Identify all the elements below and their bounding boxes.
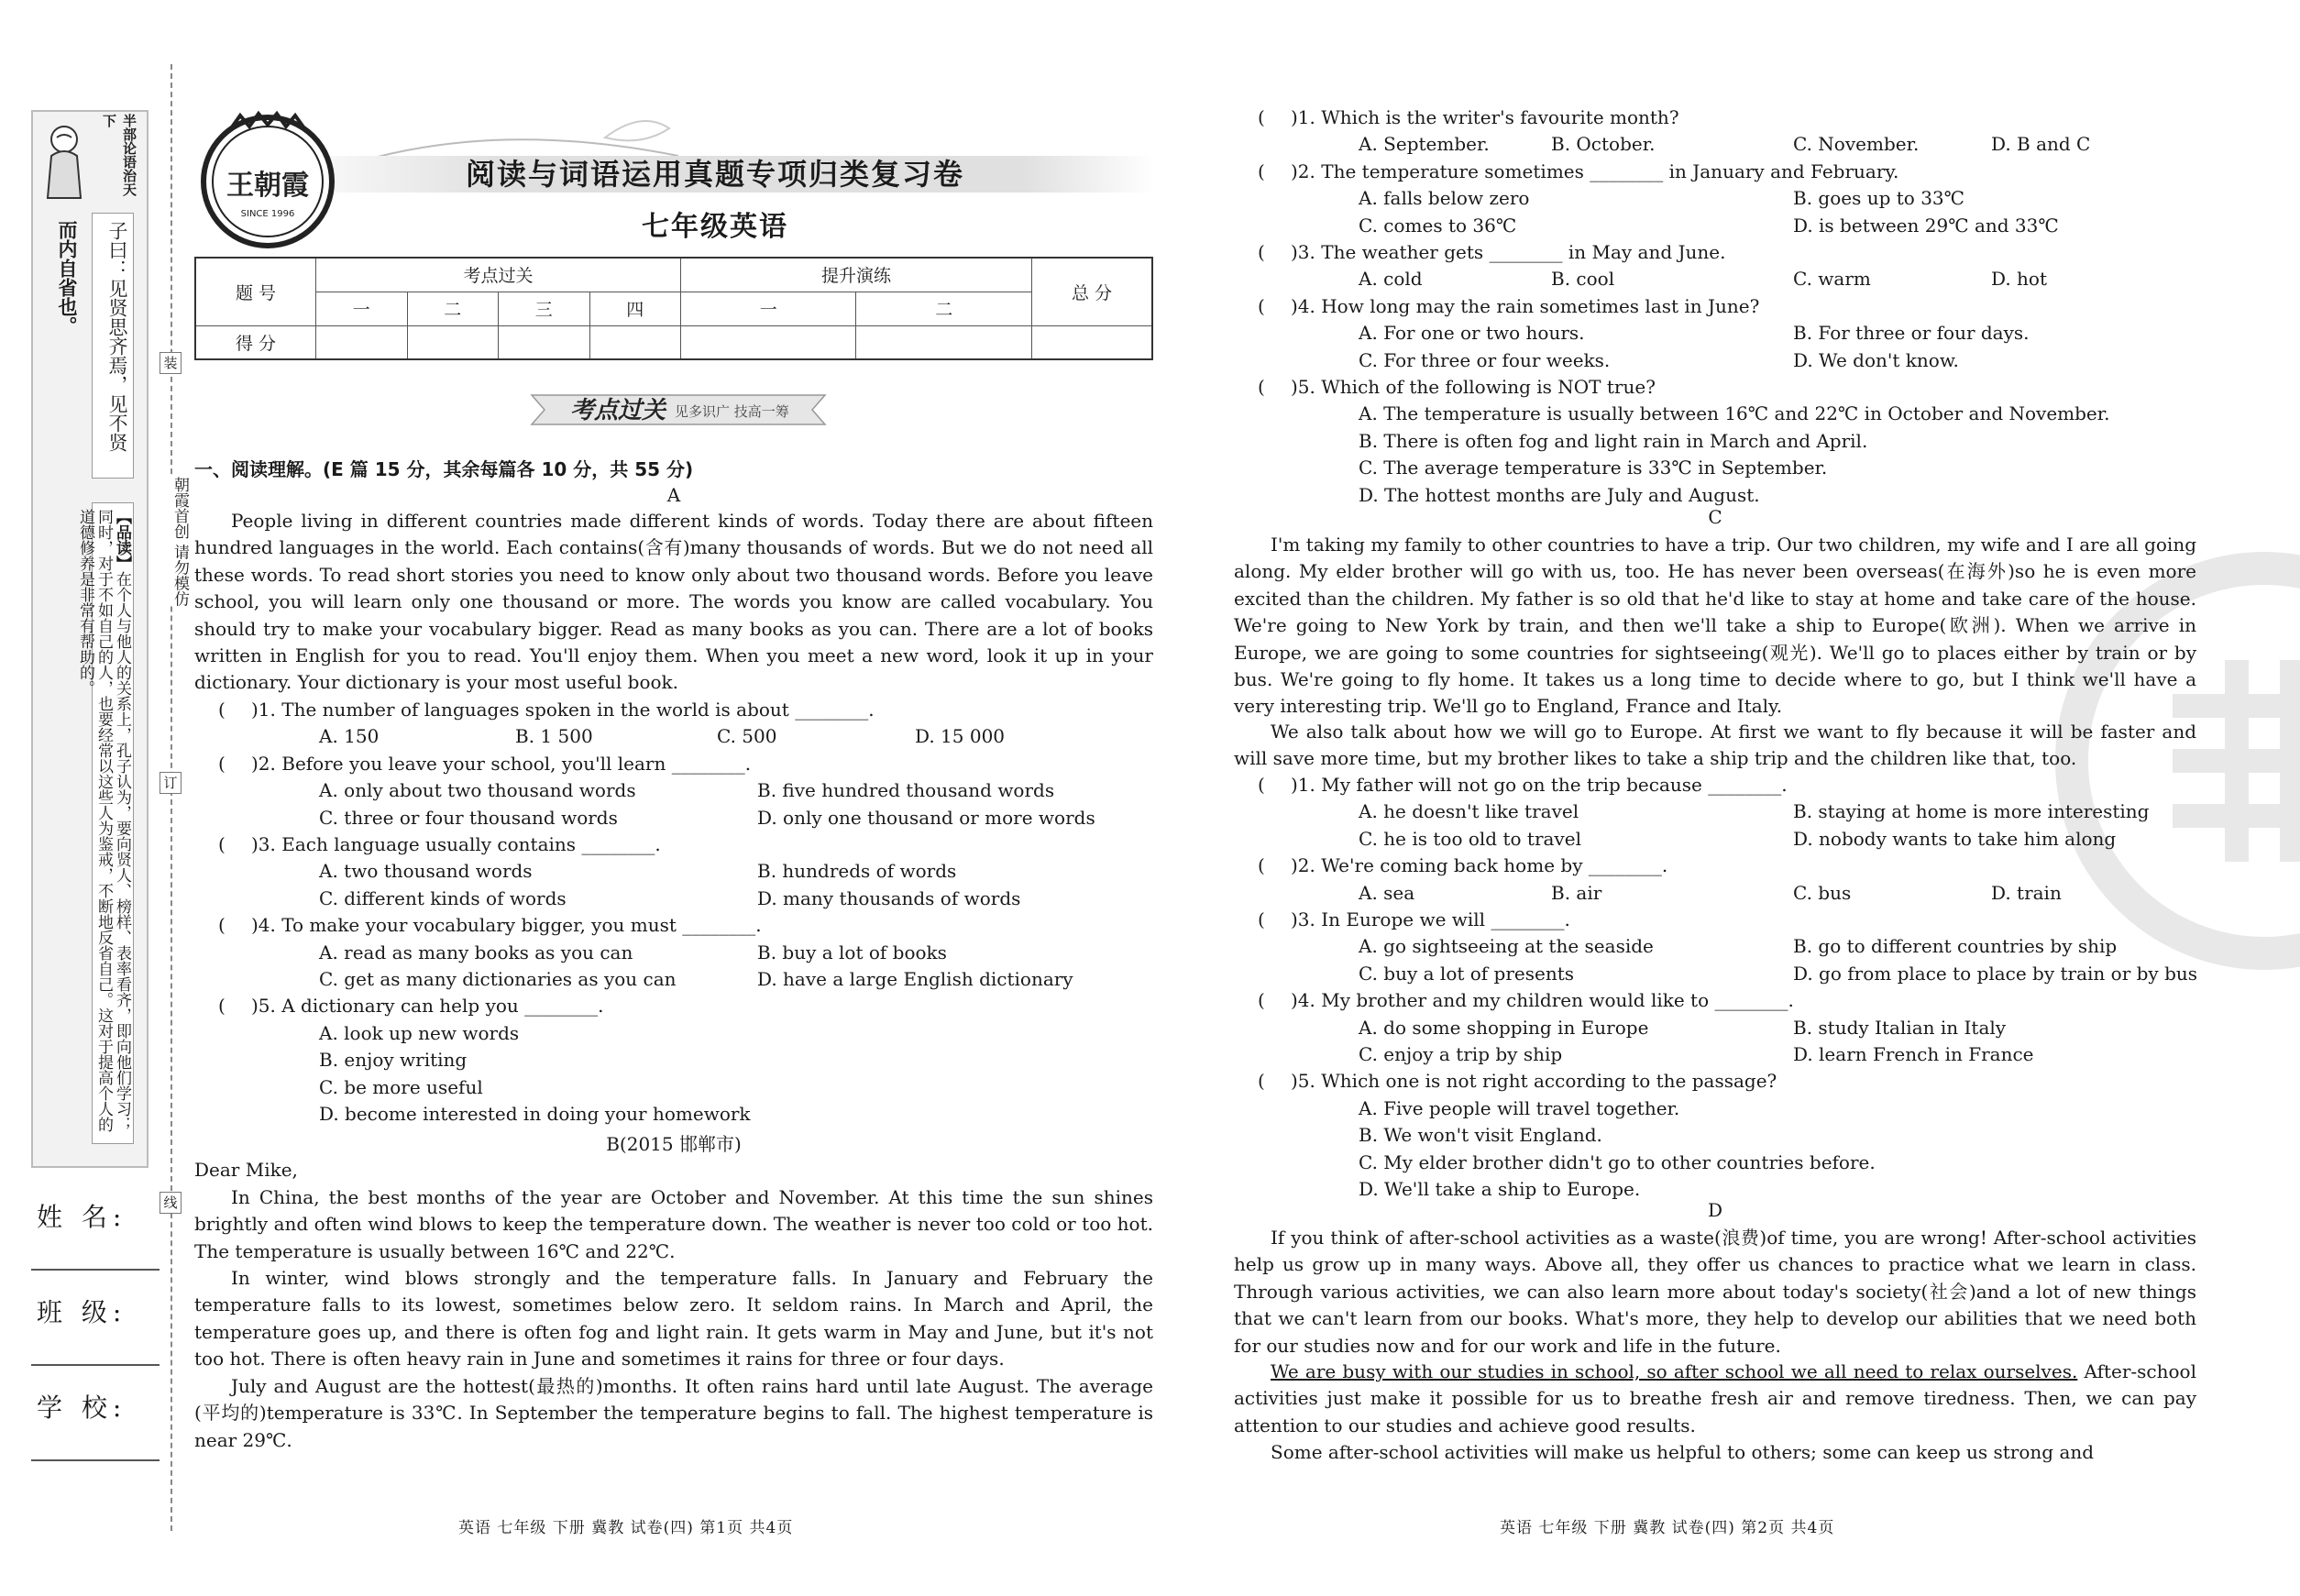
answer-blank[interactable]: ( xyxy=(1258,376,1265,398)
section1.C-q5-option[interactable]: B. We won't visit England. xyxy=(1359,1124,1602,1147)
ribbon-sub: 见多识广 技高一筹 xyxy=(675,403,789,420)
section1.A-q4-option[interactable]: B. buy a lot of books xyxy=(757,941,947,963)
answer-blank[interactable]: ( xyxy=(218,699,226,721)
section1.A-q2-option[interactable]: C. three or four thousand words xyxy=(319,806,618,829)
section1.C-q1-option[interactable]: C. he is too old to travel xyxy=(1359,827,1581,850)
section1.C-q5-option[interactable]: C. My elder brother didn't go to other countries before. xyxy=(1359,1150,1876,1173)
section1.B-question-2: )2. The temperature sometimes ________ in January and February. xyxy=(1291,160,1899,182)
ribbon-main: 考点过关 xyxy=(570,397,666,424)
section1.C-question-2: )2. We're coming back home by ________. xyxy=(1291,854,1668,877)
section1.C-q1-option[interactable]: D. nobody wants to take him along xyxy=(1793,827,2117,850)
section1.A-question-5: )5. A dictionary can help you ________. xyxy=(251,995,604,1018)
pindu-commentary xyxy=(76,502,134,1144)
section1.B-q5-option[interactable]: C. The average temperature is 33℃ in September. xyxy=(1359,457,1828,479)
passage-b-para-3: July and August are the hottest(最热的)months. It often rains hard until late August. The average (平均的)temperature is 33℃. In September the temperature begins to fall. The highest temperature is near 29℃. xyxy=(194,1375,1153,1451)
answer-blank[interactable]: ( xyxy=(1258,908,1265,930)
section1.A-q5-option[interactable]: D. become interested in doing your homework xyxy=(319,1103,751,1125)
section1.C-q2-option[interactable]: C. bus xyxy=(1793,881,1852,904)
binding-mark: 线 xyxy=(160,1192,182,1214)
section1.B-q4-option[interactable]: A. For one or two hours. xyxy=(1359,322,1585,345)
score-col: 三 xyxy=(499,292,590,325)
section1.A-question-4: )4. To make your vocabulary bigger, you must ________. xyxy=(251,914,762,937)
section1.B-q4-option[interactable]: B. For three or four days. xyxy=(1793,322,2030,345)
score-total-header: 总 分 xyxy=(1032,258,1153,325)
section1.A-q3-option[interactable]: B. hundreds of words xyxy=(757,860,957,883)
score-cell[interactable] xyxy=(499,325,590,359)
pindu-text: 在个人与他人的关系上，孔子认为，要向贤人、榜样、表率看齐，即向他们学习；同时，对于不如自己的人，也要经常以这些人为鉴戒，不断地反省自己。这对于提高个人的道德修养是非常有帮助的。 xyxy=(76,509,131,1132)
section1.A-q4-option[interactable]: A. read as many books as you can xyxy=(319,941,633,963)
score-group-1: 考点过关 xyxy=(316,258,681,292)
side-motto-line-1: 半部论语 xyxy=(121,114,138,169)
answer-blank[interactable]: ( xyxy=(1258,241,1265,263)
confucius-quote-tail: 而内自省也。 xyxy=(56,220,79,336)
section1.A-q4-option[interactable]: D. have a large English dictionary xyxy=(757,968,1073,990)
section1.B-q3-option[interactable]: B. cool xyxy=(1551,268,1615,291)
section1.B-q3-option[interactable]: C. warm xyxy=(1793,268,1871,291)
score-cell[interactable] xyxy=(407,325,499,359)
passage-b-label: B(2015 邯郸市) xyxy=(606,1133,742,1155)
score-cell[interactable] xyxy=(1032,325,1153,359)
section-heading: 一、阅读理解。(E 篇 15 分，其余每篇各 10 分，共 55 分) xyxy=(194,458,694,480)
section1.C-q1-option[interactable]: B. staying at home is more interesting xyxy=(1793,800,2150,823)
score-col: 一 xyxy=(316,292,408,325)
copyright-notice: 朝霞首创 请勿模仿 xyxy=(152,477,189,606)
section1.B-question-5: )5. Which of the following is NOT true? xyxy=(1291,376,1656,398)
name-label: 姓 名: xyxy=(37,1202,127,1232)
section1.C-q3-option[interactable]: C. buy a lot of presents xyxy=(1359,962,1575,985)
section1.A-q3-option[interactable]: A. two thousand words xyxy=(319,860,533,883)
score-cell[interactable] xyxy=(681,325,856,359)
passage-d-para-1: If you think of after-school activities as a waste(浪费)of time, you are wrong! After-school activities help us grow up in many ways. Above all, they offer us chances to practice what we learn in class. Through various activities, we can also learn more about today's society(社会)and a lot of new things that we can't learn from our books. What's more, they help to develop our abilities that we need both for our studies now and for our work and life in the future. xyxy=(1234,1227,2196,1357)
answer-blank[interactable]: ( xyxy=(1258,989,1265,1012)
section1.C-question-3: )3. In Europe we will ________. xyxy=(1291,908,1570,930)
section1.A-q5-option[interactable]: A. look up new words xyxy=(319,1021,520,1044)
section1.A-q3-option[interactable]: C. different kinds of words xyxy=(319,886,567,909)
score-group-2: 提升演练 xyxy=(681,258,1032,292)
answer-blank[interactable]: ( xyxy=(218,833,226,855)
score-cell[interactable] xyxy=(316,325,408,359)
side-motto xyxy=(88,114,139,202)
section-ribbon xyxy=(513,390,843,430)
section1.A-question-2: )2. Before you leave your school, you'll learn ________. xyxy=(251,752,752,775)
binding-mark: 装 xyxy=(160,352,182,374)
answer-blank[interactable]: ( xyxy=(1258,294,1265,317)
section1.B-q3-option[interactable]: A. cold xyxy=(1359,268,1423,291)
section1.B-q5-option[interactable]: A. The temperature is usually between 16℃ and 22℃ in October and November. xyxy=(1359,402,2110,425)
section1.A-q2-option[interactable]: D. only one thousand or more words xyxy=(757,806,1095,829)
section1.C-q5-option[interactable]: D. We'll take a ship to Europe. xyxy=(1359,1178,1641,1200)
section1.C-q5-option[interactable]: A. Five people will travel together. xyxy=(1359,1096,1680,1119)
passage-c-para-1: I'm taking my family to other countries to have a trip. Our two children, my wife and I are all going along. My elder brother will go with us, too. He has never been overseas(在海外)so he is even more excited than the children. My father is so old that he'd like to stay at home and take care of the house. We're going to New York by train, and then we'll take a ship to Europe(欧洲). When we arrive in Europe, we are going to some countries for sightseeing(观光). We'll go to places either by train or by bus. We're going to fly home. It takes us a long time to decide where to go, but I think we'll have a very interesting trip. We'll go to England, France and Italy. xyxy=(1234,534,2196,718)
class-label: 班 级: xyxy=(37,1297,127,1327)
section1.B-q1-option[interactable]: B. October. xyxy=(1551,133,1656,156)
section1.A-q1-option[interactable]: A. 150 xyxy=(319,725,380,748)
section1.A-q2-option[interactable]: B. five hundred thousand words xyxy=(757,779,1055,802)
score-col: 二 xyxy=(407,292,499,325)
score-row-label: 得 分 xyxy=(195,325,316,359)
passage-b-para-1: In China, the best months of the year are October and November. At this time the sun shines brightly and often wind blows to keep the temperature down. The weather is never too cold or too hot. The temperature is usually between 16℃ and 22℃. xyxy=(194,1186,1153,1262)
side-motto-line-2: 治天下 xyxy=(101,114,138,196)
section1.A-q5-option[interactable]: C. be more useful xyxy=(319,1075,483,1098)
section1.A-q3-option[interactable]: D. many thousands of words xyxy=(757,886,1021,909)
passage-d-para-2 xyxy=(1234,1359,2196,1439)
pindu-label: 【品读】 xyxy=(113,509,131,571)
passage-a-label: A xyxy=(666,484,681,506)
passage-d-underlined: We are busy with our studies in school, so after school we all need to relax ourselves. xyxy=(1271,1360,2078,1382)
section1.B-q2-option[interactable]: D. is between 29℃ and 33℃ xyxy=(1793,214,2059,237)
section1.C-q4-option[interactable]: A. do some shopping in Europe xyxy=(1359,1016,1649,1039)
section1.B-q4-option[interactable]: D. We don't know. xyxy=(1793,348,1959,371)
letter-greeting: Dear Mike, xyxy=(194,1159,298,1181)
section1.B-q5-option[interactable]: D. The hottest months are July and August. xyxy=(1359,483,1760,506)
section1.B-q2-option[interactable]: B. goes up to 33℃ xyxy=(1793,187,1965,210)
passage-d-para-2-rest: After-school activities just make it possible for us to breathe fresh air and remove tiredness. Then, we can pay attention to our studies and achieve good results. xyxy=(1234,1360,2196,1436)
score-col: 一 xyxy=(681,292,856,325)
section1.C-q4-option[interactable]: C. enjoy a trip by ship xyxy=(1359,1043,1563,1065)
section1.B-q4-option[interactable]: C. For three or four weeks. xyxy=(1359,348,1611,371)
score-table xyxy=(194,257,1153,360)
section1.C-q2-option[interactable]: A. sea xyxy=(1359,881,1415,904)
answer-blank[interactable]: ( xyxy=(1258,854,1265,877)
section1.A-q5-option[interactable]: B. enjoy writing xyxy=(319,1049,468,1072)
section1.B-question-1: )1. Which is the writer's favourite month? xyxy=(1291,106,1679,128)
page-subtitle: 七年级英语 xyxy=(642,211,788,243)
section1.B-q3-option[interactable]: D. hot xyxy=(1991,268,2047,291)
score-cell[interactable] xyxy=(589,325,681,359)
binding-cut-line xyxy=(171,64,172,1531)
section1.B-q1-option[interactable]: C. November. xyxy=(1793,133,1920,156)
section1.B-question-4: )4. How long may the rain sometimes last in June? xyxy=(1291,294,1760,317)
answer-blank[interactable]: ( xyxy=(218,914,226,937)
section1.C-q3-option[interactable]: D. go from place to place by train or by bus xyxy=(1793,962,2198,985)
school-label: 学 校: xyxy=(37,1392,127,1423)
score-col: 二 xyxy=(856,292,1032,325)
logo-sub: SINCE 1996 xyxy=(240,209,295,219)
section1.A-question-1: )1. The number of languages spoken in the world is about ________. xyxy=(251,699,875,721)
section1.A-q2-option[interactable]: A. only about two thousand words xyxy=(319,779,636,802)
section1.C-question-5: )5. Which one is not right according to the passage? xyxy=(1291,1070,1777,1093)
section1.C-q4-option[interactable]: D. learn French in France xyxy=(1793,1043,2034,1065)
section1.A-q1-option[interactable]: B. 1 500 xyxy=(515,725,593,748)
section1.C-q2-option[interactable]: D. train xyxy=(1991,881,2062,904)
answer-blank[interactable]: ( xyxy=(1258,160,1265,182)
school-line[interactable] xyxy=(31,1459,160,1461)
section1.C-question-1: )1. My father will not go on the trip because ________. xyxy=(1291,774,1788,796)
section1.C-q3-option[interactable]: A. go sightseeing at the seaside xyxy=(1359,935,1654,958)
answer-blank[interactable]: ( xyxy=(1258,106,1265,128)
section1.B-q1-option[interactable]: D. B and C xyxy=(1991,133,2091,156)
class-line[interactable] xyxy=(31,1364,160,1366)
section1.B-q1-option[interactable]: A. September. xyxy=(1359,133,1490,156)
passage-a-text: People living in different countries made different kinds of words. Today there are about fifteen hundred languages in the world. Each contains(含有)many thousands of words. But we do not need all these words. To read short stories you need to know only about two thousand words. Before you leave school, you will learn only one thousand or more. The words you know are called vocabulary. You should try to make your vocabulary bigger. Read as many books as you can. There are a lot of books written in English for you to read. You'll enjoy them. When you meet a new word, look it up in your dictionary. Your dictionary is your most useful book. xyxy=(194,510,1153,694)
logo-text: 王朝霞 xyxy=(226,170,309,202)
score-q-header: 题 号 xyxy=(195,258,316,325)
section1.A-question-3: )3. Each language usually contains ________. xyxy=(251,833,661,855)
passage-d-label: D xyxy=(1707,1199,1723,1221)
section1.C-q1-option[interactable]: A. he doesn't like travel xyxy=(1359,800,1579,823)
binding-mark: 订 xyxy=(160,772,182,794)
answer-blank[interactable]: ( xyxy=(218,752,226,775)
section1.C-q2-option[interactable]: B. air xyxy=(1551,881,1602,904)
section1.A-q4-option[interactable]: C. get as many dictionaries as you can xyxy=(319,968,677,990)
passage-d-para-3: Some after-school activities will make us helpful to others; some can keep us strong and xyxy=(1271,1441,2095,1463)
section1.A-q1-option[interactable]: D. 15 000 xyxy=(915,725,1006,748)
footer-page-1: 英语 七年级 下册 冀教 试卷(四) 第1页 共4页 xyxy=(458,1519,794,1537)
score-cell[interactable] xyxy=(856,325,1032,359)
footer-page-2: 英语 七年级 下册 冀教 试卷(四) 第2页 共4页 xyxy=(1500,1519,1835,1537)
page-title: 阅读与词语运用真题专项归类复习卷 xyxy=(465,157,964,192)
section1.B-q2-option[interactable]: C. comes to 36℃ xyxy=(1359,214,1517,237)
section1.B-question-3: )3. The weather gets ________ in May and June. xyxy=(1291,241,1726,263)
answer-blank[interactable]: ( xyxy=(1258,1070,1265,1093)
section1.C-q4-option[interactable]: B. study Italian in Italy xyxy=(1793,1016,2007,1039)
answer-blank[interactable]: ( xyxy=(1258,774,1265,796)
name-line[interactable] xyxy=(31,1269,160,1271)
score-col: 四 xyxy=(589,292,681,325)
section1.B-q5-option[interactable]: B. There is often fog and light rain in March and April. xyxy=(1359,429,1868,452)
passage-c-para-2: We also talk about how we will go to Europe. At first we want to fly because it will be faster and will save more time, but my brother likes to take a ship trip and the children like that, too. xyxy=(1234,721,2196,770)
answer-blank[interactable]: ( xyxy=(218,995,226,1018)
passage-b-para-2: In winter, wind blows strongly and the temperature falls. In January and February the temperature falls to its lowest, sometimes below zero. It seldom rains. In March and April, the temperature goes up, and there is often fog and light rain. It gets warm in May and June, but it's not too hot. There is often heavy rain in June and sometimes it rains for three or four days. xyxy=(194,1267,1153,1370)
section1.A-q1-option[interactable]: C. 500 xyxy=(717,725,777,748)
section1.C-q3-option[interactable]: B. go to different countries by ship xyxy=(1793,935,2118,958)
section1.B-q2-option[interactable]: A. falls below zero xyxy=(1359,187,1530,210)
section1.C-question-4: )4. My brother and my children would like to ________. xyxy=(1291,989,1794,1012)
confucius-quote: 子曰：见贤思齐焉，见不贤 xyxy=(92,213,134,479)
passage-c-label: C xyxy=(1708,506,1722,528)
